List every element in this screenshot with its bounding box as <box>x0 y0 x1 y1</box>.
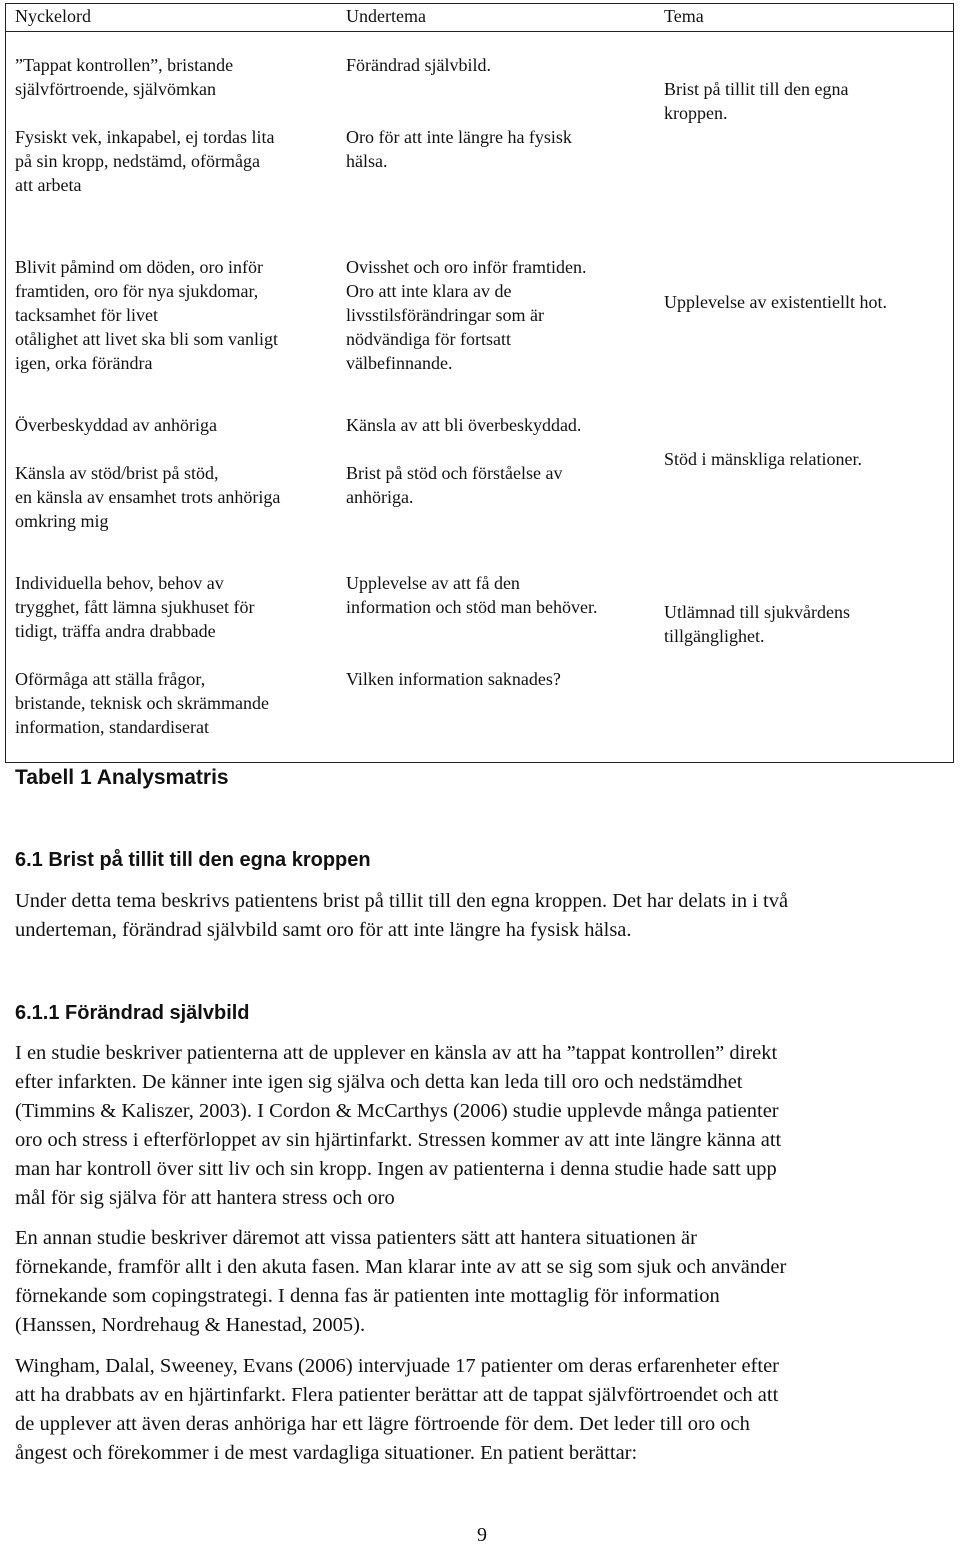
paragraph-line: förnekande, framför allt i den akuta fasen. Man klarar inte av att se sig som sjuk och använder <box>15 1256 787 1278</box>
subtheme-line: Förändrad självbild. <box>346 55 491 75</box>
subtheme-line: välbefinnande. <box>346 353 453 373</box>
page-number: 9 <box>477 1524 487 1546</box>
paragraph-line: (Timmins & Kaliszer, 2003). I Cordon & McCarthys (2006) studie upplevde många patienter <box>15 1100 779 1122</box>
table-header-divider <box>6 31 953 32</box>
keyword-line: Känsla av stöd/brist på stöd, <box>15 463 219 483</box>
subtheme-line: nödvändiga för fortsatt <box>346 329 511 349</box>
keyword-line: Individuella behov, behov av <box>15 573 224 593</box>
keyword-line: att arbeta <box>15 175 82 195</box>
keyword-line: Oförmåga att ställa frågor, <box>15 669 206 689</box>
paragraph-line: efter infarkten. De känner inte igen sig själva och detta kan leda till oro och nedstämdhet <box>15 1071 743 1093</box>
section-paragraph <box>15 887 960 945</box>
body-paragraph <box>15 1352 960 1468</box>
keyword-line: framtiden, oro för nya sjukdomar, <box>15 281 259 301</box>
paragraph-line: ångest och förekommer i de mest vardagliga situationer. En patient berättar: <box>15 1442 638 1464</box>
subtheme-line: anhöriga. <box>346 487 414 507</box>
keyword-line: omkring mig <box>15 511 109 531</box>
keyword-line: igen, orka förändra <box>15 353 153 373</box>
body-paragraph <box>15 1224 960 1340</box>
subtheme-line: Upplevelse av att få den <box>346 573 520 593</box>
subtheme-line: livsstilsförändringar som är <box>346 305 544 325</box>
keyword-line: en känsla av ensamhet trots anhöriga <box>15 487 281 507</box>
subtheme-line: Känsla av att bli överbeskyddad. <box>346 415 582 435</box>
paragraph-line: man har kontroll över sitt liv och sin kropp. Ingen av patienterna i denna studie hade satt upp <box>15 1158 777 1180</box>
paragraph-line: I en studie beskriver patienterna att de upplever en känsla av att ha ”tappat kontrollen” direkt <box>15 1042 778 1064</box>
subtheme-line: Oro att inte klara av de <box>346 281 512 301</box>
subtheme-line: Ovisshet och oro inför framtiden. <box>346 257 587 277</box>
analysis-table <box>5 3 954 763</box>
table-header-theme: Tema <box>664 6 704 26</box>
table-caption: Tabell 1 Analysmatris <box>15 766 229 789</box>
theme-line: kroppen. <box>664 103 728 123</box>
theme-line: tillgänglighet. <box>664 626 765 646</box>
theme-line: Upplevelse av existentiellt hot. <box>664 292 887 312</box>
theme-line: Brist på tillit till den egna <box>664 79 849 99</box>
keyword-line: information, standardiserat <box>15 717 209 737</box>
keyword-line: tidigt, träffa andra drabbade <box>15 621 216 641</box>
subtheme-line: Oro för att inte längre ha fysisk <box>346 127 572 147</box>
section-heading: 6.1 Brist på tillit till den egna kroppen <box>15 849 371 871</box>
keyword-line: på sin kropp, nedstämd, oförmåga <box>15 151 260 171</box>
keyword-line: tacksamhet för livet <box>15 305 158 325</box>
theme-line: Stöd i mänskliga relationer. <box>664 449 862 469</box>
paragraph-line: underteman, förändrad självbild samt oro för att inte längre ha fysisk hälsa. <box>15 919 632 941</box>
subtheme-line: Vilken information saknades? <box>346 669 561 689</box>
paragraph-line: En annan studie beskriver däremot att vissa patienters sätt att hantera situationen är <box>15 1227 697 1249</box>
paragraph-line: (Hanssen, Nordrehaug & Hanestad, 2005). <box>15 1314 366 1336</box>
paragraph-line: Wingham, Dalal, Sweeney, Evans (2006) intervjuade 17 patienter om deras erfarenheter efter <box>15 1355 779 1377</box>
paragraph-line: de upplever att även deras anhöriga har ett lägre förtroende för dem. Det leder till oro och <box>15 1413 750 1435</box>
keyword-line: Överbeskyddad av anhöriga <box>15 415 217 435</box>
subtheme-line: hälsa. <box>346 151 388 171</box>
keyword-line: trygghet, fått lämna sjukhuset för <box>15 597 255 617</box>
keyword-line: bristande, teknisk och skrämmande <box>15 693 269 713</box>
keyword-line: Fysiskt vek, inkapabel, ej tordas lita <box>15 127 275 147</box>
keyword-line: Blivit påmind om döden, oro inför <box>15 257 263 277</box>
paragraph-line: förnekande som copingstrategi. I denna fas är patienten inte mottaglig för information <box>15 1285 720 1307</box>
subtheme-line: Brist på stöd och förståelse av <box>346 463 563 483</box>
body-paragraph <box>15 1039 960 1213</box>
paragraph-line: mål för sig själva för att hantera stress och oro <box>15 1187 395 1209</box>
paragraph-line: att ha drabbats av en hjärtinfarkt. Flera patienter berättar att de tappat självförtroendet och att <box>15 1384 779 1406</box>
keyword-line: självförtroende, självömkan <box>15 79 216 99</box>
keyword-line: otålighet att livet ska bli som vanligt <box>15 329 278 349</box>
table-header-keywords: Nyckelord <box>15 6 91 26</box>
theme-line: Utlämnad till sjukvårdens <box>664 602 850 622</box>
paragraph-line: oro och stress i efterförloppet av sin hjärtinfarkt. Stressen kommer av att inte längre känna att <box>15 1129 782 1151</box>
subsection-heading: 6.1.1 Förändrad självbild <box>15 1002 250 1024</box>
subtheme-line: information och stöd man behöver. <box>346 597 598 617</box>
table-header-subtheme: Undertema <box>346 6 426 26</box>
keyword-line: ”Tappat kontrollen”, bristande <box>15 55 234 75</box>
paragraph-line: Under detta tema beskrivs patientens brist på tillit till den egna kroppen. Det har delats in i två <box>15 890 789 912</box>
